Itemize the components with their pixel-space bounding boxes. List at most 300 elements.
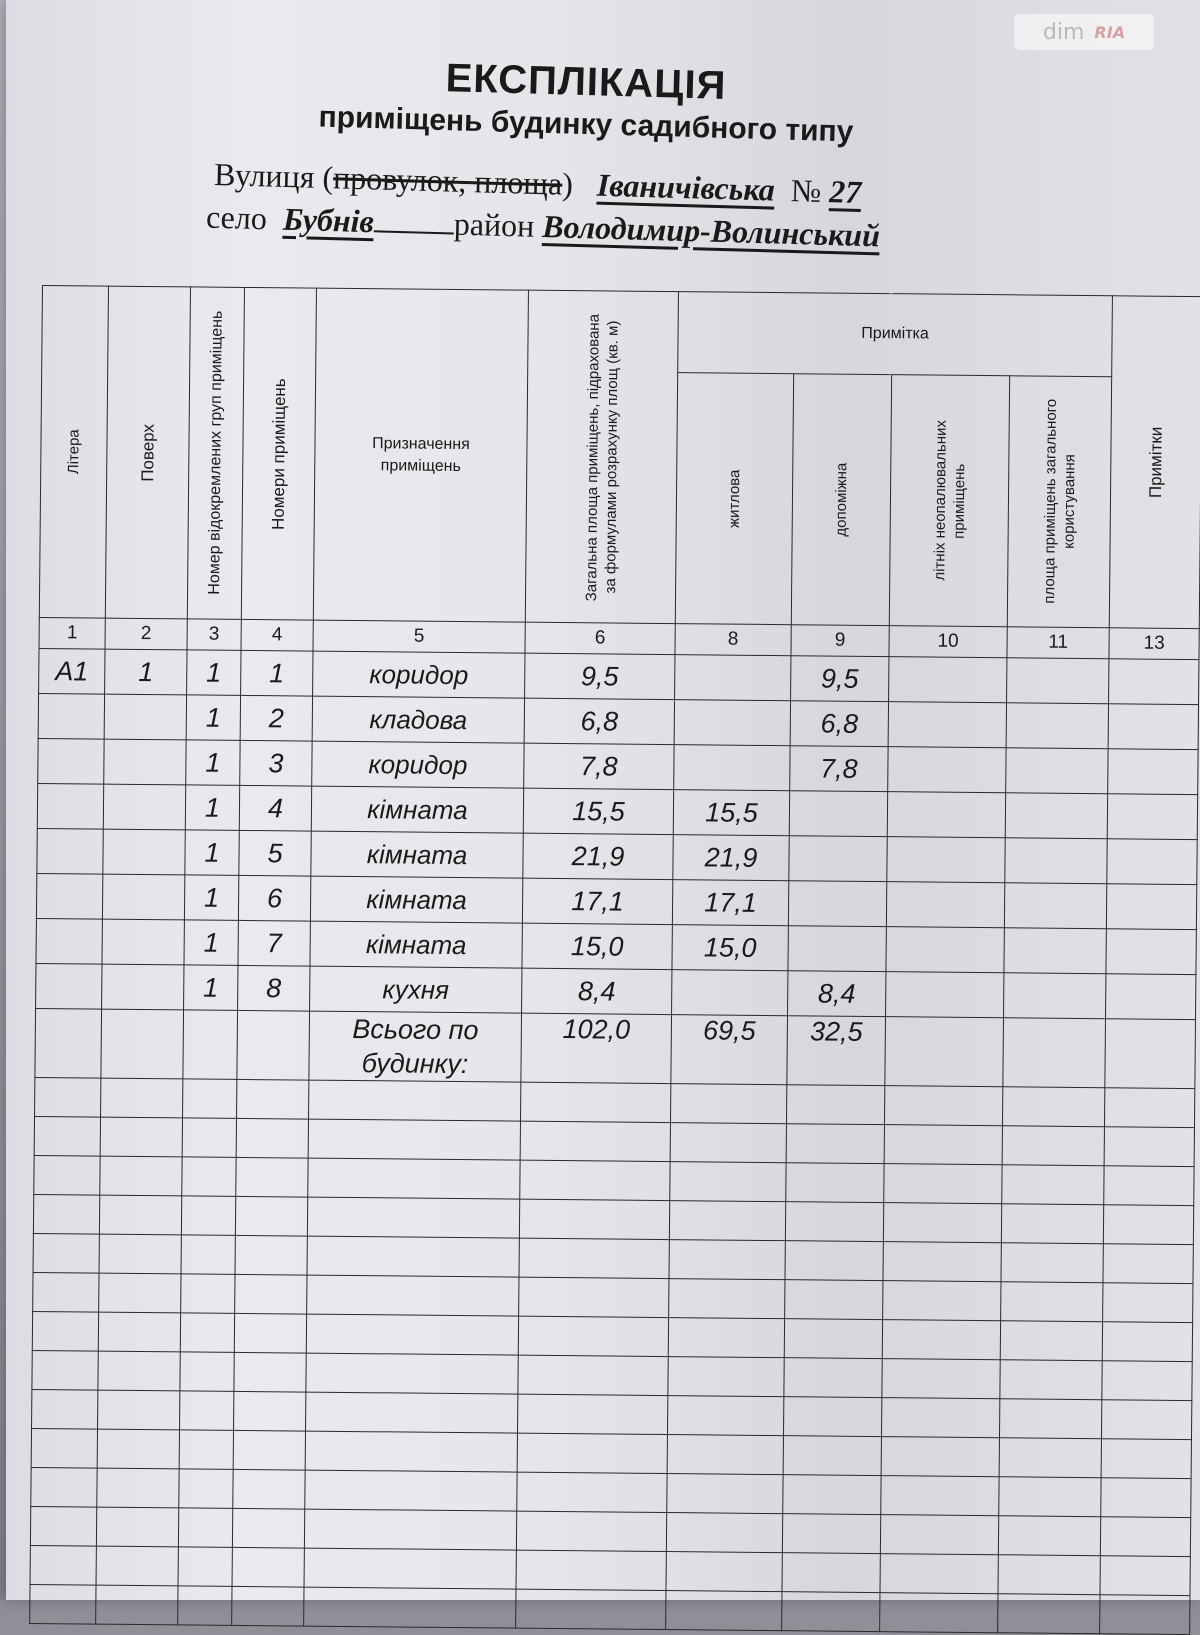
cell-empty — [96, 1507, 178, 1547]
cell-empty — [520, 1121, 670, 1161]
cell-common — [1004, 883, 1106, 929]
cell-empty — [307, 1275, 519, 1316]
header-summer: літніх неопалювальних приміщень — [889, 375, 1009, 627]
cell-notes — [1106, 974, 1196, 1020]
cell-litera — [38, 693, 104, 739]
cell-empty — [1100, 1595, 1190, 1635]
col-num: 11 — [1007, 627, 1109, 659]
cell-empty — [881, 1398, 999, 1438]
cell-empty — [518, 1394, 668, 1434]
cell-room: 2 — [240, 695, 312, 741]
cell-empty — [306, 1353, 518, 1394]
cell-auxiliary: 9,5 — [791, 656, 889, 702]
watermark-dim: dim — [1042, 19, 1085, 45]
cell-floor — [102, 874, 184, 920]
cell-empty — [304, 1587, 516, 1628]
cell-common — [1004, 973, 1106, 1019]
cell-empty — [884, 1125, 1002, 1165]
col-num: 10 — [889, 626, 1007, 658]
cell-litera: А1 — [39, 648, 105, 694]
watermark-ria: RIA — [1094, 22, 1126, 42]
cell-common — [1005, 793, 1107, 839]
total-label-line2: будинку: — [361, 1048, 469, 1080]
cell-empty — [304, 1548, 516, 1589]
cell-empty — [669, 1279, 785, 1319]
cell-empty — [670, 1084, 786, 1124]
header-purpose: Призначення приміщень — [313, 288, 528, 622]
cell-empty — [786, 1085, 884, 1125]
cell-living — [674, 700, 790, 746]
cell-common — [1006, 703, 1108, 749]
col-num: 4 — [241, 619, 313, 651]
cell-empty — [30, 1545, 96, 1585]
cell-litera — [36, 873, 102, 919]
cell-empty — [307, 1236, 519, 1277]
cell-empty — [97, 1468, 179, 1508]
cell-empty — [999, 1399, 1101, 1439]
cell-empty — [783, 1436, 881, 1476]
empty-rows — [30, 1077, 1195, 1634]
cell-floor — [102, 964, 184, 1010]
cell-empty — [234, 1352, 306, 1392]
cell-empty — [305, 1470, 517, 1511]
cell-empty — [30, 1506, 96, 1546]
cell-group: 1 — [184, 875, 238, 921]
cell-empty — [786, 1163, 884, 1203]
cell-empty — [880, 1515, 998, 1555]
cell-floor — [104, 694, 186, 740]
cell-auxiliary: 7,8 — [790, 746, 888, 792]
cell-room: 1 — [241, 650, 313, 696]
cell-empty — [235, 1274, 307, 1314]
cell-empty — [1104, 1127, 1194, 1167]
cell-empty — [305, 1431, 517, 1472]
cell-empty — [96, 1546, 178, 1586]
cell-notes — [1107, 794, 1197, 840]
cell-empty — [1105, 1088, 1195, 1128]
col-num: 8 — [675, 624, 791, 656]
cell-summer — [886, 927, 1004, 973]
cell-litera — [37, 783, 103, 829]
cell-purpose: кімната — [311, 831, 523, 878]
cell-empty — [180, 1391, 234, 1431]
cell-total-area: 9,5 — [525, 653, 675, 699]
cell-empty — [519, 1277, 669, 1317]
header-common: площа приміщень загального користування — [1007, 376, 1111, 628]
cell-empty — [1105, 1019, 1196, 1089]
cell-group: 1 — [185, 830, 239, 876]
cell-empty — [517, 1433, 667, 1473]
cell-notes — [1108, 704, 1198, 750]
cell-living — [674, 745, 790, 791]
cell-empty — [1002, 1087, 1104, 1127]
header-auxiliary: допоміжна — [791, 374, 891, 626]
cell-purpose: кімната — [310, 876, 522, 923]
col-num: 1 — [39, 617, 105, 649]
cell-empty — [882, 1320, 1000, 1360]
cell-living — [675, 655, 791, 701]
cell-living: 15,5 — [673, 790, 789, 836]
cell-group: 1 — [187, 650, 241, 696]
cell-floor — [103, 784, 185, 830]
cell-empty — [34, 1116, 100, 1156]
district-label: район — [453, 205, 535, 244]
cell-empty — [178, 1547, 232, 1587]
cell-group: 1 — [184, 920, 238, 966]
cell-empty — [33, 1194, 99, 1234]
cell-empty — [1000, 1360, 1102, 1400]
cell-empty — [667, 1396, 783, 1436]
cell-room: 7 — [238, 920, 310, 966]
cell-empty — [1001, 1204, 1103, 1244]
cell-empty — [1002, 1126, 1104, 1166]
cell-notes — [1107, 839, 1197, 885]
cell-empty — [1001, 1243, 1103, 1283]
cell-empty — [31, 1428, 97, 1468]
cell-summer — [886, 882, 1004, 928]
cell-empty — [1102, 1361, 1192, 1401]
cell-empty — [666, 1513, 782, 1553]
cell-empty — [234, 1391, 306, 1431]
cell-empty — [181, 1196, 235, 1236]
cell-empty — [180, 1313, 234, 1353]
cell-notes — [1108, 749, 1198, 795]
cell-empty — [998, 1555, 1100, 1595]
explication-table-wrapper — [29, 285, 1200, 1616]
cell-empty — [1000, 1321, 1102, 1361]
cell-purpose: коридор — [312, 741, 524, 788]
cell-empty — [178, 1586, 232, 1626]
cell-common — [1006, 748, 1108, 794]
cell-empty — [783, 1397, 881, 1437]
cell-living — [672, 970, 788, 1016]
cell-empty — [998, 1516, 1100, 1556]
cell-total-area: 21,9 — [523, 833, 673, 879]
cell-total-area: 15,5 — [523, 788, 673, 834]
cell-summer — [889, 657, 1007, 703]
cell-empty — [516, 1589, 666, 1629]
cell-empty — [881, 1437, 999, 1477]
cell-summer — [888, 702, 1006, 748]
cell-notes — [1109, 659, 1199, 705]
cell-empty — [180, 1352, 234, 1392]
cell-empty — [1100, 1556, 1190, 1596]
cell-empty — [517, 1472, 667, 1512]
header-room-number: Номери приміщень — [241, 287, 316, 620]
cell-auxiliary — [788, 881, 886, 927]
cell-total-area: 8,4 — [522, 968, 672, 1014]
cell-empty — [182, 1157, 236, 1197]
cell-floor — [103, 829, 185, 875]
village-label: село — [205, 198, 268, 237]
cell-empty — [516, 1550, 666, 1590]
col-num: 6 — [525, 622, 675, 654]
table-body — [36, 648, 1199, 1019]
cell-litera — [36, 918, 102, 964]
cell-empty — [182, 1118, 236, 1158]
cell-notes — [1106, 884, 1196, 930]
total-auxiliary: 32,5 — [787, 1016, 886, 1086]
cell-empty — [97, 1429, 179, 1469]
cell-empty — [520, 1160, 670, 1200]
cell-empty — [1103, 1244, 1193, 1284]
cell-empty — [1001, 1282, 1103, 1322]
street-close: ) — [561, 165, 574, 202]
cell-empty — [33, 1272, 99, 1312]
cell-empty — [1103, 1283, 1193, 1323]
col-num: 9 — [791, 625, 889, 657]
cell-empty — [666, 1591, 782, 1631]
cell-empty — [35, 1008, 102, 1078]
cell-empty — [181, 1235, 235, 1275]
cell-empty — [1104, 1166, 1194, 1206]
cell-empty — [101, 1078, 183, 1118]
cell-empty — [99, 1234, 181, 1274]
cell-empty — [233, 1469, 305, 1509]
cell-summer — [886, 972, 1004, 1018]
cell-empty — [236, 1118, 308, 1158]
cell-empty — [668, 1318, 784, 1358]
cell-litera — [38, 738, 104, 784]
total-label-line1: Всього по — [352, 1014, 479, 1046]
cell-empty — [308, 1119, 520, 1160]
cell-empty — [782, 1553, 880, 1593]
cell-empty — [884, 1164, 1002, 1204]
cell-empty — [999, 1477, 1101, 1517]
cell-group: 1 — [186, 695, 240, 741]
cell-empty — [1103, 1205, 1193, 1245]
cell-empty — [183, 1079, 237, 1119]
cell-empty — [883, 1281, 1001, 1321]
cell-room: 8 — [238, 965, 310, 1011]
cell-living: 21,9 — [673, 835, 789, 881]
cell-empty — [33, 1233, 99, 1273]
cell-common — [1005, 838, 1107, 884]
cell-room: 4 — [239, 785, 311, 831]
cell-empty — [880, 1593, 998, 1633]
cell-auxiliary: 8,4 — [788, 971, 886, 1017]
total-row — [35, 1008, 1196, 1088]
document-subtitle: приміщень будинку садибного типу — [318, 100, 854, 149]
cell-empty — [179, 1430, 233, 1470]
cell-empty — [1101, 1439, 1191, 1479]
total-label — [309, 1011, 522, 1082]
col-num: 5 — [313, 620, 525, 653]
cell-auxiliary — [789, 791, 887, 837]
cell-empty — [32, 1311, 98, 1351]
cell-empty — [668, 1357, 784, 1397]
cell-empty — [784, 1319, 882, 1359]
cell-empty — [237, 1010, 310, 1080]
cell-empty — [669, 1240, 785, 1280]
cell-empty — [884, 1086, 1002, 1126]
cell-empty — [785, 1202, 883, 1242]
cell-summer — [888, 747, 1006, 793]
cell-empty — [667, 1435, 783, 1475]
cell-purpose: коридор — [313, 651, 525, 698]
cell-empty — [308, 1158, 520, 1199]
cell-empty — [181, 1274, 235, 1314]
cell-empty — [667, 1474, 783, 1514]
cell-empty — [783, 1475, 881, 1515]
cell-empty — [306, 1392, 518, 1433]
cell-empty — [309, 1080, 521, 1121]
document-title: ЕКСПЛІКАЦІЯ — [445, 56, 727, 108]
cell-living: 15,0 — [672, 925, 788, 971]
total-area: 102,0 — [521, 1013, 672, 1083]
cell-empty — [880, 1554, 998, 1594]
cell-floor — [102, 919, 184, 965]
cell-room: 5 — [239, 830, 311, 876]
cell-empty — [31, 1467, 97, 1507]
cell-purpose: кімната — [310, 921, 522, 968]
header-row-top — [42, 286, 1200, 378]
cell-empty — [516, 1511, 666, 1551]
cell-empty — [100, 1117, 182, 1157]
cell-empty — [234, 1313, 306, 1353]
cell-floor — [104, 739, 186, 785]
cell-empty — [304, 1509, 516, 1550]
cell-empty — [99, 1273, 181, 1313]
explication-table — [29, 285, 1200, 1635]
cell-auxiliary: 6,8 — [790, 701, 888, 747]
header-floor: Поверх — [105, 286, 190, 619]
cell-litera — [37, 828, 103, 874]
watermark — [1014, 14, 1154, 50]
cell-purpose: кухня — [310, 966, 522, 1013]
cell-empty — [179, 1469, 233, 1509]
cell-empty — [1100, 1517, 1190, 1557]
cell-empty — [32, 1350, 98, 1390]
header-note-group: Примітка — [678, 292, 1113, 377]
cell-empty — [882, 1359, 1000, 1399]
cell-empty — [785, 1280, 883, 1320]
cell-empty — [885, 1017, 1004, 1087]
cell-empty — [666, 1552, 782, 1592]
cell-empty — [233, 1430, 305, 1470]
cell-room: 6 — [238, 875, 310, 921]
cell-group: 1 — [186, 740, 240, 786]
cell-empty — [96, 1585, 178, 1625]
cell-purpose: кладова — [312, 696, 524, 743]
cell-empty — [670, 1162, 786, 1202]
cell-auxiliary — [788, 926, 886, 972]
header-notes: Примітки — [1109, 296, 1200, 629]
cell-empty — [232, 1586, 304, 1626]
header-litera: Літера — [39, 286, 108, 619]
cell-empty — [782, 1514, 880, 1554]
street-value: Іваничівська — [596, 166, 776, 208]
cell-auxiliary — [789, 836, 887, 882]
header-total-area: Загальна площа приміщень, підрахована за формулами розрахунку площ (кв. м) — [525, 290, 678, 623]
cell-total-area: 7,8 — [524, 743, 674, 789]
cell-litera — [36, 963, 102, 1009]
cell-total-area: 15,0 — [522, 923, 672, 969]
cell-empty — [1102, 1400, 1192, 1440]
cell-empty — [1102, 1322, 1192, 1362]
district-value: Володимир-Волинський — [541, 207, 881, 254]
col-num: 13 — [1109, 628, 1199, 660]
cell-empty — [98, 1351, 180, 1391]
cell-empty — [236, 1157, 308, 1197]
cell-living: 17,1 — [672, 880, 788, 926]
cell-empty — [232, 1508, 304, 1548]
cell-empty — [520, 1082, 670, 1122]
cell-empty — [999, 1438, 1101, 1478]
blank-line — [374, 230, 454, 234]
col-num: 2 — [105, 618, 187, 650]
cell-floor: 1 — [105, 649, 187, 695]
cell-empty — [98, 1312, 180, 1352]
cell-empty — [100, 1156, 182, 1196]
cell-empty — [178, 1508, 232, 1548]
cell-empty — [99, 1195, 181, 1235]
cell-empty — [786, 1124, 884, 1164]
cell-empty — [1101, 1478, 1191, 1518]
cell-empty — [519, 1199, 669, 1239]
cell-empty — [518, 1316, 668, 1356]
cell-empty — [784, 1358, 882, 1398]
cell-empty — [519, 1238, 669, 1278]
cell-empty — [98, 1390, 180, 1430]
cell-purpose: кімната — [311, 786, 523, 833]
cell-empty — [34, 1155, 100, 1195]
cell-empty — [883, 1242, 1001, 1282]
cell-summer — [887, 792, 1005, 838]
cell-common — [1007, 658, 1109, 704]
cell-empty — [32, 1389, 98, 1429]
street-label: Вулиця ( — [213, 155, 334, 196]
cell-empty — [1002, 1165, 1104, 1205]
street-struck-text: провулок, площа — [332, 159, 563, 202]
number-label: № — [790, 172, 822, 209]
cell-empty — [235, 1196, 307, 1236]
cell-total-area: 17,1 — [522, 878, 672, 924]
cell-common — [1004, 928, 1106, 974]
cell-empty — [237, 1079, 309, 1119]
cell-group: 1 — [184, 965, 238, 1011]
cell-empty — [183, 1010, 238, 1080]
total-living: 69,5 — [671, 1015, 788, 1085]
cell-summer — [887, 837, 1005, 883]
cell-empty — [1003, 1018, 1106, 1088]
cell-empty — [30, 1584, 96, 1624]
cell-empty — [669, 1201, 785, 1241]
cell-total-area: 6,8 — [524, 698, 674, 744]
cell-empty — [883, 1203, 1001, 1243]
cell-empty — [518, 1355, 668, 1395]
cell-empty — [307, 1197, 519, 1238]
cell-room: 3 — [240, 740, 312, 786]
house-number: 27 — [828, 173, 862, 211]
cell-empty — [881, 1476, 999, 1516]
cell-empty — [306, 1314, 518, 1355]
col-num: 3 — [187, 619, 241, 651]
cell-empty — [101, 1009, 184, 1079]
cell-notes — [1106, 929, 1196, 975]
cell-empty — [670, 1123, 786, 1163]
header-group-number: Номер відокремлених груп приміщень — [187, 287, 244, 620]
cell-empty — [232, 1547, 304, 1587]
document-page — [6, 0, 1200, 1600]
header-living: житлова — [675, 373, 793, 625]
village-value: Бубнів — [282, 200, 375, 240]
cell-empty — [35, 1077, 101, 1117]
cell-empty — [785, 1241, 883, 1281]
cell-group: 1 — [185, 785, 239, 831]
cell-empty — [235, 1235, 307, 1275]
cell-empty — [782, 1592, 880, 1632]
